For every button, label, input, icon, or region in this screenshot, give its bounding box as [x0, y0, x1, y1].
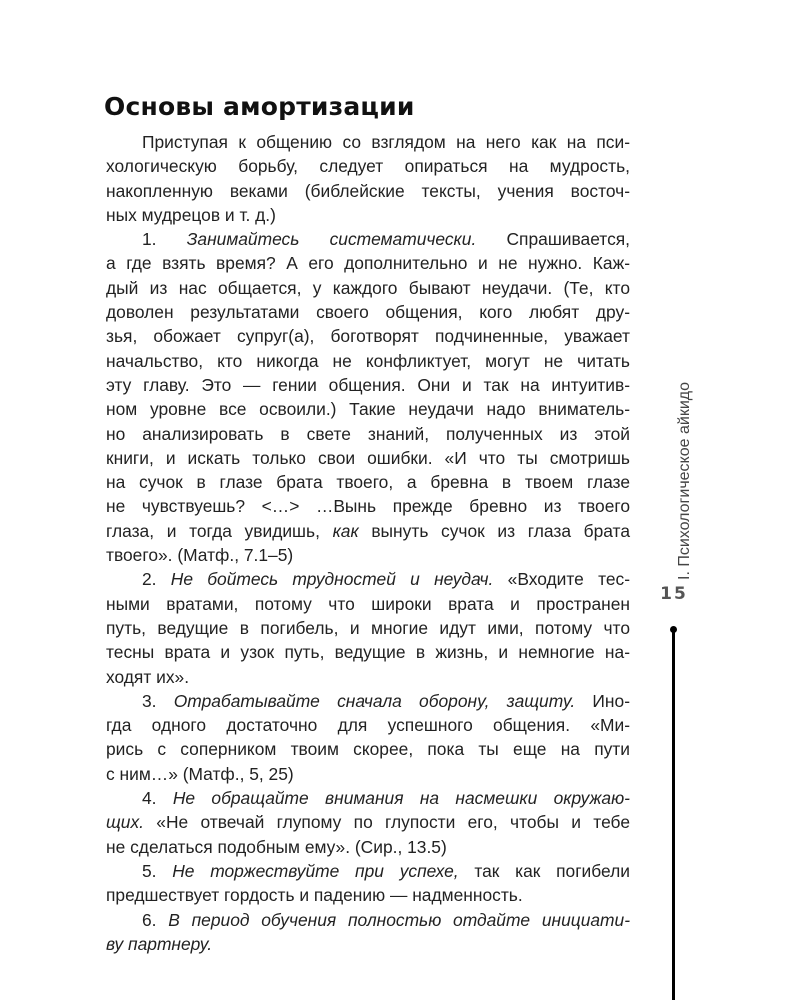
text-run: ном уровне все освоили.) Такие неудачи надо вниматель- — [106, 399, 630, 420]
emphasis-run: Не обращайте внимания на насмешки окружаю- — [172, 788, 630, 809]
text-line — [106, 494, 630, 518]
text-run: глаза, и тогда увидишь, — [106, 520, 333, 541]
text-run: зья, обожает супруг(а), боготворят подчиненные, уважает — [106, 326, 630, 347]
text-run: Приступая к общению со взглядом на него как на пси- — [142, 132, 630, 152]
text-line — [106, 349, 630, 373]
text-line — [106, 665, 630, 689]
text-line — [106, 130, 630, 154]
text-line — [106, 397, 630, 421]
text-line — [106, 179, 630, 203]
text-line — [106, 276, 630, 300]
text-run: ными вратами, потому что широки врата и пространен — [106, 593, 630, 614]
text-run: ходят их». — [106, 666, 190, 687]
text-run: ных мудрецов и т. д.) — [106, 204, 276, 225]
body-text — [106, 130, 630, 956]
text-run: 1. — [142, 229, 187, 250]
text-line — [106, 810, 630, 834]
text-line — [106, 640, 630, 664]
text-run: рись с соперником твоим скорее, пока ты еще на пути — [106, 739, 630, 760]
text-run: 3. — [142, 690, 174, 711]
text-run: «Не отвечай глупому по глупости его, чтобы и тебе — [144, 812, 630, 833]
text-run: дый из нас общается, у каждого бывают неудачи. (Те, кто — [106, 277, 630, 298]
text-line — [106, 227, 630, 251]
text-line — [106, 543, 630, 567]
text-run: 2. — [142, 569, 171, 590]
text-run: вынуть сучок из глаза брата — [358, 520, 631, 541]
text-run: книги, и искать только свои ошибки. «И что ты смотришь — [106, 447, 630, 468]
text-run: доволен результатами своего общения, кого любят дру- — [106, 302, 630, 323]
text-line — [106, 859, 630, 883]
text-line — [106, 786, 630, 810]
emphasis-run: Не торжествуйте при успехе, — [172, 860, 459, 881]
text-run: тесны врата и узок путь, ведущие в жизнь, и немногие на- — [106, 642, 630, 663]
emphasis-run: ву партнеру. — [106, 933, 213, 954]
text-line — [106, 251, 630, 275]
text-run: твоего». (Матф., 7.1–5) — [106, 545, 294, 566]
text-run: 5. — [142, 860, 173, 881]
text-run: предшествует гордость и падению — надменность. — [106, 885, 523, 906]
text-run: накопленную веками (библейские тексты, учения восточ- — [106, 180, 630, 201]
text-line — [106, 519, 630, 543]
text-run: с ним…» (Матф., 5, 25) — [106, 763, 294, 784]
text-run: путь, ведущие в погибель, и многие идут ими, потому что — [106, 617, 630, 638]
text-run: начальство, кто никогда не конфликтует, могут не читать — [106, 350, 630, 371]
text-line — [106, 470, 630, 494]
text-line — [106, 422, 630, 446]
text-line — [106, 908, 630, 932]
text-run: так как погибели — [458, 860, 630, 881]
text-run: Спрашивается, — [476, 229, 631, 250]
text-run: 4. — [142, 788, 173, 809]
emphasis-run: Не бойтесь трудностей и неудач. — [170, 569, 494, 590]
section-heading: Основы амортизации — [104, 92, 415, 121]
text-run: эту главу. Это — гении общения. Они и так на интуитив- — [106, 374, 630, 395]
text-run: гда одного достаточно для успешного общения. «Ми- — [106, 715, 630, 736]
text-line — [106, 737, 630, 761]
text-line — [106, 689, 630, 713]
text-run: Ино- — [575, 690, 630, 711]
page-number: 15 — [660, 584, 688, 604]
text-line — [106, 300, 630, 324]
text-line — [106, 592, 630, 616]
text-run: 6. — [142, 909, 169, 930]
margin-rule — [672, 632, 675, 1000]
text-line — [106, 154, 630, 178]
text-line — [106, 324, 630, 348]
text-line — [106, 203, 630, 227]
text-line — [106, 762, 630, 786]
text-line — [106, 373, 630, 397]
text-line — [106, 932, 630, 956]
text-run: хологическую борьбу, следует опираться на мудрость, — [106, 156, 630, 177]
emphasis-run: как — [332, 520, 359, 541]
emphasis-run: Отрабатывайте сначала оборону, защиту. — [173, 690, 576, 711]
emphasis-run: щих. — [106, 812, 144, 833]
text-run: а где взять время? А его дополнительно и не нужно. Каж- — [106, 253, 630, 274]
text-run: на сучок в глазе брата твоего, а бревна в твоем глазе — [106, 472, 630, 493]
text-run: но анализировать в свете знаний, полученных из этой — [106, 423, 630, 444]
text-line — [106, 835, 630, 859]
emphasis-run: В период обучения полностью отдайте инициати- — [168, 909, 631, 930]
text-line — [106, 616, 630, 640]
emphasis-run: Занимайтесь систематически. — [186, 229, 477, 250]
text-line — [106, 567, 630, 591]
text-line — [106, 446, 630, 470]
text-run: не сделаться подобным ему». (Сир., 13.5) — [106, 836, 447, 857]
text-line — [106, 883, 630, 907]
text-run: «Входите тес- — [493, 569, 630, 590]
running-chapter-title: I. Психологическое айкидо — [676, 382, 693, 580]
text-run: не чувствуешь? <…> …Вынь прежде бревно из твоего — [106, 496, 630, 517]
text-line — [106, 713, 630, 737]
